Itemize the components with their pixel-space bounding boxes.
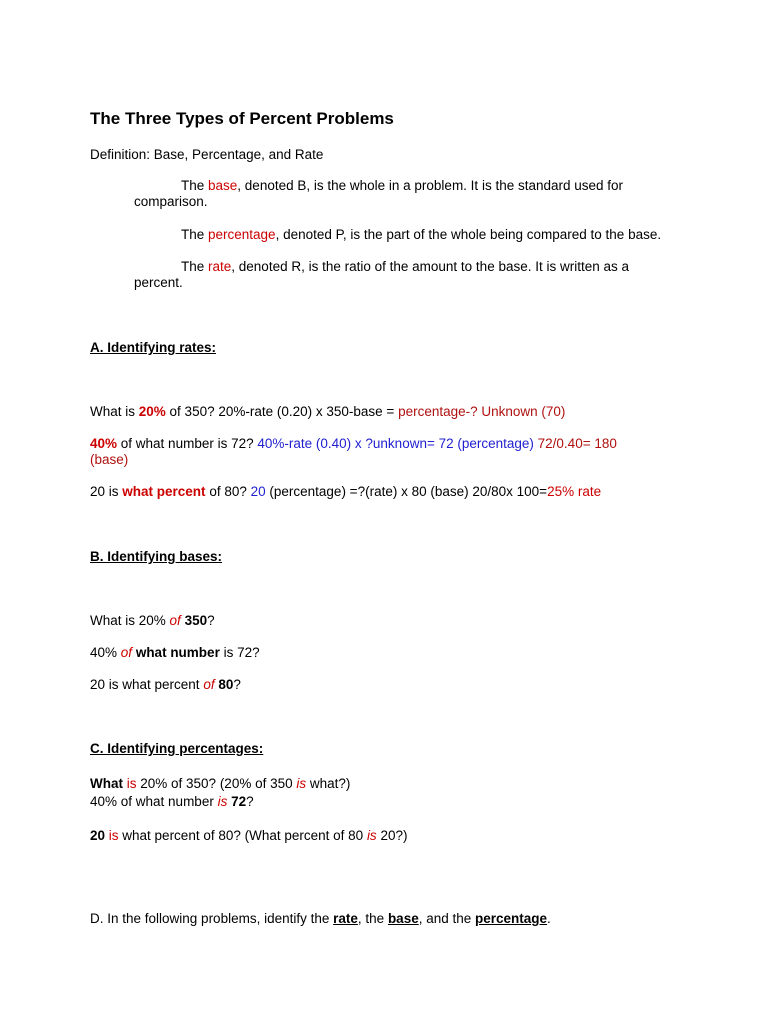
keyword-is: is — [366, 828, 377, 843]
definition-line: Definition: Base, Percentage, and Rate — [90, 147, 324, 162]
answer-text: percentage-? Unknown (70) — [398, 404, 566, 419]
rate-def-continuation: percent. — [134, 275, 183, 290]
section-c-heading: C. Identifying percentages: — [90, 741, 264, 756]
section-b-heading: B. Identifying bases: — [90, 549, 223, 564]
text-segment: is 72? — [219, 645, 260, 660]
text-segment: D. In the following problems, identify the — [90, 911, 334, 926]
rate-def-text: , denoted R, is the ratio of the amount to the base. It is written as a — [231, 259, 630, 274]
base-example-3 — [90, 676, 241, 693]
text-segment: What is 20% — [90, 613, 170, 628]
text-segment: 20?) — [376, 828, 408, 843]
percentage-example-1 — [90, 775, 350, 792]
base-def-text: , denoted B, is the whole in a problem. It is the standard used for — [237, 178, 624, 193]
text-segment: , and the — [418, 911, 476, 926]
base-term: base — [208, 178, 238, 193]
text-segment: ? — [246, 794, 254, 809]
term-rate: rate — [333, 911, 358, 926]
text-segment: 20 is — [90, 484, 123, 499]
percentage-value: 72 — [231, 794, 247, 809]
text-segment: of 80? — [205, 484, 251, 499]
text-segment: of what number is 72? — [117, 436, 258, 451]
term-base: base — [387, 911, 419, 926]
blue-explanation: 40%-rate (0.40) x ?unknown= 72 (percentage) — [257, 436, 534, 451]
highlight-rate: 20% — [138, 404, 166, 419]
percentage-example-2 — [90, 793, 254, 810]
rate-term: rate — [208, 259, 232, 274]
base-value: 80 — [218, 677, 234, 692]
percentage-term: percentage — [208, 227, 276, 242]
highlight-rate: what percent — [122, 484, 206, 499]
keyword-is: is — [217, 794, 228, 809]
text-segment: 40% of what number — [90, 794, 218, 809]
text-segment: , the — [357, 911, 388, 926]
text-segment: ? — [207, 613, 215, 628]
base-def-continuation: comparison. — [134, 194, 208, 209]
text-segment: ? — [233, 677, 241, 692]
rate-example-2 — [90, 435, 617, 452]
keyword-is: is — [105, 828, 119, 843]
rate-def-pre: The — [181, 259, 209, 274]
answer-text: 72/0.40= 180 — [533, 436, 617, 451]
keyword-is: is — [296, 776, 307, 791]
rate-example-2-continuation: (base) — [90, 452, 129, 467]
base-value: what number — [135, 645, 220, 660]
text-segment: what percent of 80? (What percent of 80 — [118, 828, 367, 843]
rate-example-1 — [90, 403, 565, 420]
answer-text: 25% rate — [547, 484, 602, 499]
rate-definition — [181, 258, 629, 275]
page-title: The Three Types of Percent Problems — [90, 109, 394, 128]
base-example-1 — [90, 612, 215, 629]
term-percentage: percentage — [475, 911, 548, 926]
text-segment: what?) — [306, 776, 351, 791]
text-segment: What is — [90, 404, 139, 419]
text-segment: 40% — [90, 645, 121, 660]
percentage-definition — [181, 226, 661, 243]
base-value: 350 — [184, 613, 208, 628]
base-def-pre: The — [181, 178, 209, 193]
percentage-example-3 — [90, 827, 407, 844]
text-segment: of 350? 20%-rate (0.20) x 350-base = — [165, 404, 399, 419]
highlight-rate: 40% — [90, 436, 118, 451]
keyword-of: of — [169, 613, 181, 628]
section-d-instruction — [90, 910, 551, 927]
percentage-def-text: , denoted P, is the part of the whole being compared to the base. — [275, 227, 662, 242]
percentage-value: What — [90, 776, 123, 791]
base-example-2 — [90, 644, 260, 661]
text-segment: (percentage) =?(rate) x 80 (base) 20/80x 100= — [265, 484, 548, 499]
blue-number: 20 — [250, 484, 266, 499]
text-segment: 20% of 350? (20% of 350 — [136, 776, 297, 791]
base-definition — [181, 177, 623, 194]
text-segment: 20 is what percent — [90, 677, 204, 692]
section-a-heading: A. Identifying rates: — [90, 340, 217, 355]
percentage-def-pre: The — [181, 227, 209, 242]
keyword-is: is — [123, 776, 137, 791]
keyword-of: of — [120, 645, 133, 660]
keyword-of: of — [203, 677, 215, 692]
text-segment: . — [547, 911, 551, 926]
percentage-value: 20 — [90, 828, 106, 843]
rate-example-3 — [90, 483, 601, 500]
